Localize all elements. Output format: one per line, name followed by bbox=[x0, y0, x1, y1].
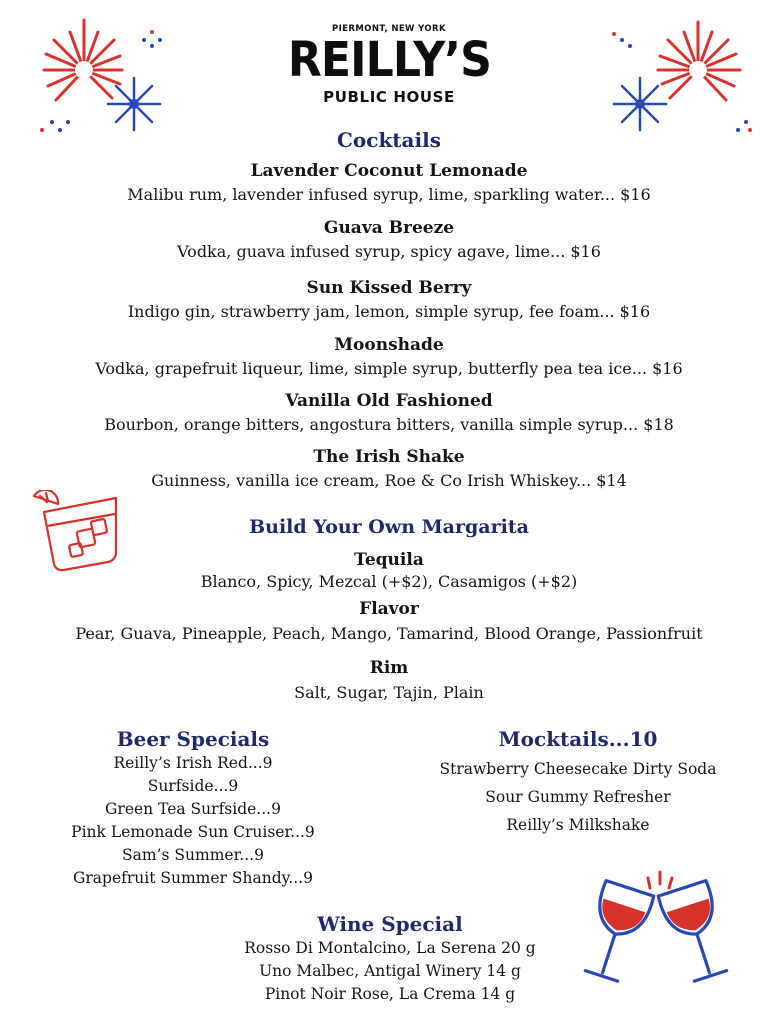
beer-heading: Beer Specials bbox=[116, 727, 270, 751]
brand-location: PIERMONT, NEW YORK bbox=[332, 24, 446, 34]
beer-item: Grapefruit Summer Shandy...9 bbox=[73, 869, 313, 887]
mocktail-item: Reilly’s Milkshake bbox=[506, 816, 650, 834]
cocktail-desc: Guinness, vanilla ice cream, Roe & Co Irish Whiskey... $14 bbox=[151, 471, 627, 490]
beer-item: Sam’s Summer...9 bbox=[122, 846, 264, 864]
mocktail-item: Strawberry Cheesecake Dirty Soda bbox=[439, 760, 717, 778]
cocktails-heading: Cocktails bbox=[337, 128, 441, 152]
tequila-label: Tequila bbox=[354, 550, 424, 570]
cocktail-desc: Indigo gin, strawberry jam, lemon, simple syrup, fee foam... $16 bbox=[127, 302, 651, 321]
cocktail-name: The Irish Shake bbox=[313, 447, 465, 467]
cocktail-desc: Vodka, guava infused syrup, spicy agave, lime... $16 bbox=[177, 242, 601, 261]
beer-item: Surfside...9 bbox=[147, 777, 239, 795]
brand-subtitle: PUBLIC HOUSE bbox=[323, 88, 455, 106]
cocktail-desc: Bourbon, orange bitters, angostura bitters, vanilla simple syrup... $18 bbox=[104, 415, 674, 434]
mocktail-item: Sour Gummy Refresher bbox=[485, 788, 671, 806]
cocktail-desc: Malibu rum, lavender infused syrup, lime, sparkling water... $16 bbox=[127, 185, 651, 204]
beer-item: Reilly’s Irish Red...9 bbox=[113, 754, 273, 772]
rim-options: Salt, Sugar, Tajin, Plain bbox=[294, 683, 484, 702]
wine-item: Uno Malbec, Antigal Winery 14 g bbox=[259, 962, 521, 980]
cocktail-desc: Vodka, grapefruit liqueur, lime, simple syrup, butterfly pea tea ice... $16 bbox=[95, 359, 683, 378]
cocktail-name: Vanilla Old Fashioned bbox=[285, 391, 493, 411]
flavor-label: Flavor bbox=[359, 599, 419, 619]
wine-item: Pinot Noir Rose, La Crema 14 g bbox=[264, 985, 516, 1003]
cocktail-name: Moonshade bbox=[334, 335, 444, 355]
beer-item: Pink Lemonade Sun Cruiser...9 bbox=[71, 823, 315, 841]
mocktails-section bbox=[418, 726, 738, 839]
margarita-heading: Build Your Own Margarita bbox=[249, 516, 529, 538]
cocktail-name: Lavender Coconut Lemonade bbox=[250, 161, 528, 181]
flavor-options: Pear, Guava, Pineapple, Peach, Mango, Tamarind, Blood Orange, Passionfruit bbox=[75, 624, 703, 643]
mocktails-heading: Mocktails...10 bbox=[498, 727, 658, 751]
cocktail-name: Guava Breeze bbox=[323, 218, 455, 238]
wine-section bbox=[200, 911, 580, 1006]
beer-section bbox=[40, 726, 346, 890]
wine-heading: Wine Special bbox=[317, 912, 463, 936]
wine-toast-icon bbox=[566, 868, 746, 998]
tequila-options: Blanco, Spicy, Mezcal (+$2), Casamigos (+$2) bbox=[200, 572, 578, 591]
wine-item: Rosso Di Montalcino, La Serena 20 g bbox=[244, 939, 536, 957]
beer-item: Green Tea Surfside...9 bbox=[105, 800, 281, 818]
brand-name: REILLY’S bbox=[287, 32, 491, 88]
rim-label: Rim bbox=[369, 658, 409, 678]
cocktail-name: Sun Kissed Berry bbox=[306, 278, 472, 298]
